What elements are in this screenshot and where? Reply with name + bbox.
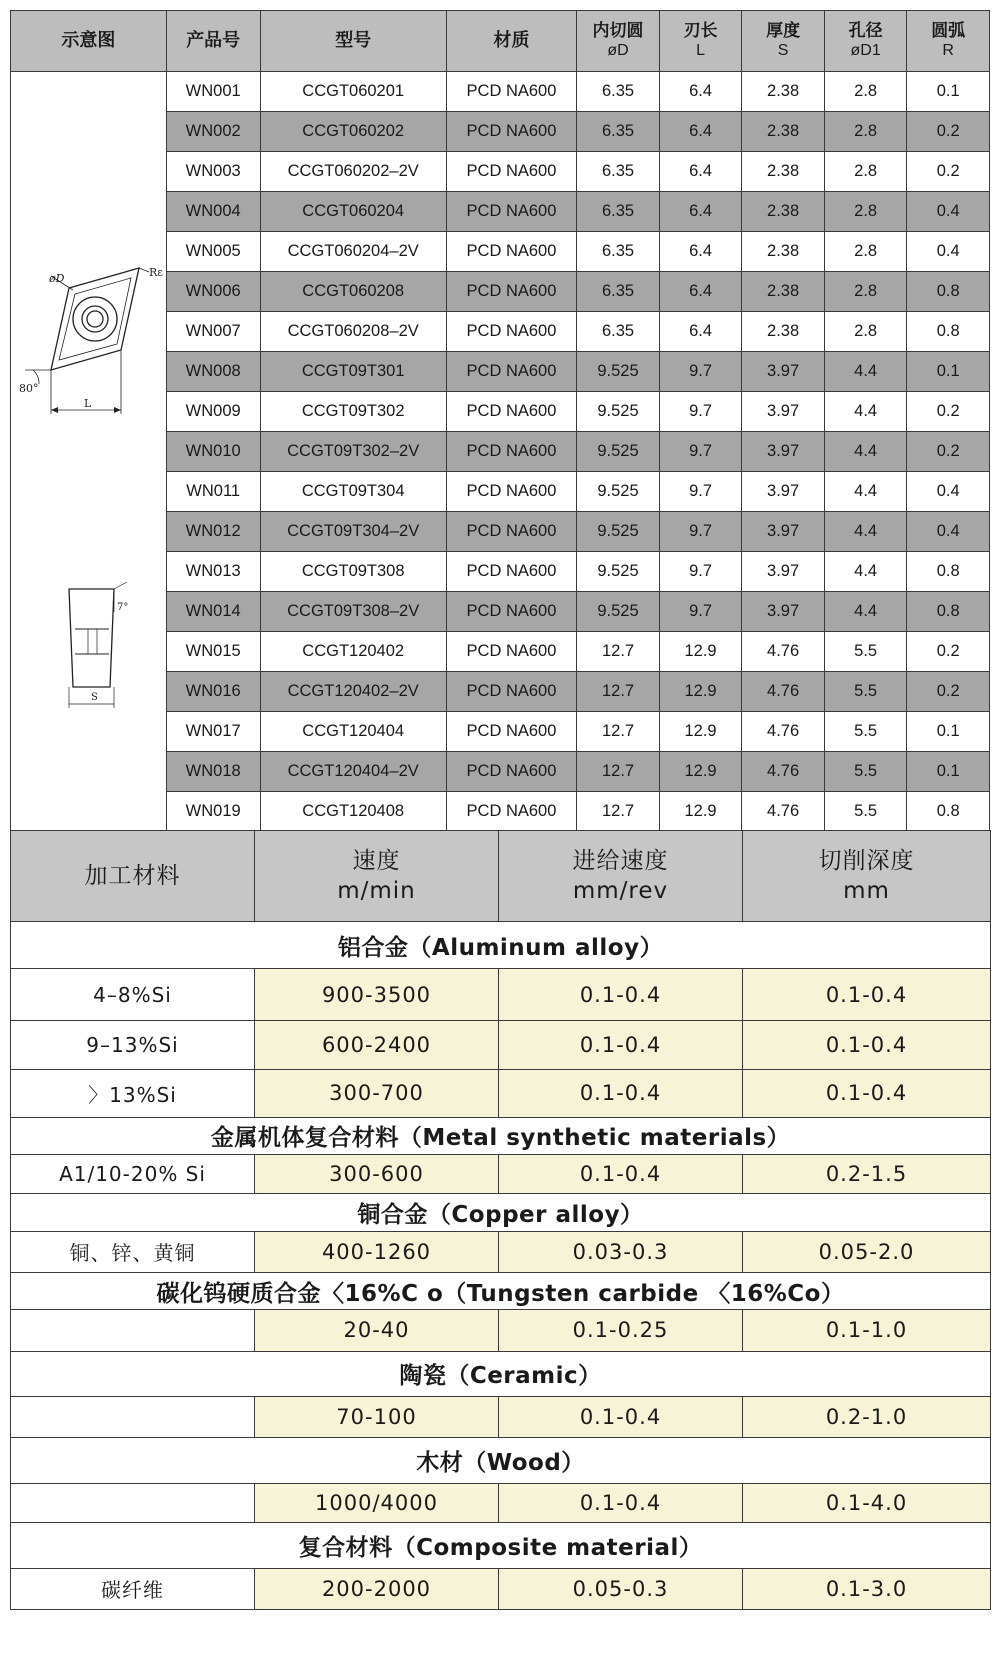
category-title: 木材（Wood） xyxy=(11,1438,991,1483)
feed-value: 0.03-0.3 xyxy=(499,1231,743,1272)
category-row xyxy=(11,1351,991,1396)
category-title: 金属机体复合材料（Metal synthetic materials） xyxy=(11,1117,991,1154)
cell-model: CCGT060204 xyxy=(260,192,446,232)
cell-model: CCGT09T301 xyxy=(260,352,446,392)
diagram-label-s: S xyxy=(91,692,98,703)
radius-leader xyxy=(139,268,149,272)
cell-hole-diameter: 2.8 xyxy=(824,192,907,232)
cell-inscribed-circle: 6.35 xyxy=(577,192,660,232)
feed-value: 0.1-0.4 xyxy=(499,1020,743,1069)
cell-hole-diameter: 2.8 xyxy=(824,112,907,152)
cell-radius: 0.1 xyxy=(907,752,990,792)
product-table xyxy=(10,10,990,832)
feed-value: 0.1-0.4 xyxy=(499,1154,743,1193)
header-model: 型号 xyxy=(260,11,446,72)
cell-model: CCGT09T308–2V xyxy=(260,592,446,632)
cell-thickness: 3.97 xyxy=(742,552,825,592)
header-speed xyxy=(255,831,499,922)
header-product-no: 产品号 xyxy=(166,11,260,72)
parameter-row xyxy=(11,1070,991,1117)
speed-value: 200-2000 xyxy=(255,1568,499,1609)
header-edge-length-label: 刃长 xyxy=(683,21,718,41)
cell-thickness: 3.97 xyxy=(742,352,825,392)
cell-edge-length: 12.9 xyxy=(659,792,742,832)
cell-model: CCGT120408 xyxy=(260,792,446,832)
depth-value: 0.1-1.0 xyxy=(743,1310,991,1351)
feed-value: 0.1-0.4 xyxy=(499,1397,743,1438)
cell-material: PCD NA600 xyxy=(446,72,577,112)
header-thickness-symbol: S xyxy=(777,42,789,59)
speed-value: 70-100 xyxy=(255,1397,499,1438)
insert-diagram xyxy=(11,72,163,812)
feed-value: 0.1-0.4 xyxy=(499,1070,743,1117)
insert-inner-outline xyxy=(59,278,131,360)
cell-radius: 0.1 xyxy=(907,72,990,112)
cell-product-no: WN012 xyxy=(166,512,260,552)
speed-value: 400-1260 xyxy=(255,1231,499,1272)
cell-hole-diameter: 2.8 xyxy=(824,312,907,352)
cell-model: CCGT060202 xyxy=(260,112,446,152)
cell-inscribed-circle: 6.35 xyxy=(577,232,660,272)
cell-edge-length: 6.4 xyxy=(659,272,742,312)
cell-radius: 0.2 xyxy=(907,672,990,712)
cell-material: PCD NA600 xyxy=(446,432,577,472)
cell-material: PCD NA600 xyxy=(446,712,577,752)
cell-radius: 0.8 xyxy=(907,792,990,832)
cell-inscribed-circle: 12.7 xyxy=(577,752,660,792)
category-title: 铜合金（Copper alloy） xyxy=(11,1194,991,1231)
speed-value: 300-700 xyxy=(255,1070,499,1117)
cell-hole-diameter: 5.5 xyxy=(824,632,907,672)
cell-material: PCD NA600 xyxy=(446,672,577,712)
cell-thickness: 2.38 xyxy=(742,152,825,192)
cell-inscribed-circle: 9.525 xyxy=(577,432,660,472)
cell-hole-diameter: 4.4 xyxy=(824,512,907,552)
depth-value: 0.1-0.4 xyxy=(743,1070,991,1117)
header-depth xyxy=(743,831,991,922)
cell-model: CCGT09T308 xyxy=(260,552,446,592)
header-thickness xyxy=(742,11,825,72)
cell-model: CCGT060204–2V xyxy=(260,232,446,272)
cell-edge-length: 12.9 xyxy=(659,752,742,792)
cell-thickness: 3.97 xyxy=(742,472,825,512)
cell-edge-length: 9.7 xyxy=(659,552,742,592)
product-table-header xyxy=(11,11,990,72)
cell-inscribed-circle: 9.525 xyxy=(577,552,660,592)
parameter-row xyxy=(11,1397,991,1438)
work-material xyxy=(11,1397,255,1438)
header-speed-label: 速度 xyxy=(352,848,401,874)
cell-thickness: 2.38 xyxy=(742,312,825,352)
cell-thickness: 2.38 xyxy=(742,272,825,312)
category-title: 陶瓷（Ceramic） xyxy=(11,1351,991,1396)
cell-material: PCD NA600 xyxy=(446,112,577,152)
cell-material: PCD NA600 xyxy=(446,352,577,392)
cell-radius: 0.8 xyxy=(907,312,990,352)
feed-value: 0.1-0.4 xyxy=(499,969,743,1020)
cell-thickness: 3.97 xyxy=(742,592,825,632)
speed-value: 20-40 xyxy=(255,1310,499,1351)
cutting-parameters-table xyxy=(10,830,991,1610)
cell-edge-length: 9.7 xyxy=(659,352,742,392)
cell-product-no: WN019 xyxy=(166,792,260,832)
cell-radius: 0.1 xyxy=(907,352,990,392)
cell-product-no: WN018 xyxy=(166,752,260,792)
insert-top-view xyxy=(11,72,163,432)
cell-edge-length: 6.4 xyxy=(659,152,742,192)
cell-hole-diameter: 5.5 xyxy=(824,752,907,792)
header-edge-length-symbol: L xyxy=(696,42,706,59)
cell-hole-diameter: 4.4 xyxy=(824,392,907,432)
cell-edge-length: 6.4 xyxy=(659,232,742,272)
diagram-label-clearance: 7° xyxy=(117,602,129,613)
category-row xyxy=(11,922,991,969)
cell-radius: 0.4 xyxy=(907,472,990,512)
cell-edge-length: 9.7 xyxy=(659,432,742,472)
cell-product-no: WN007 xyxy=(166,312,260,352)
cell-thickness: 4.76 xyxy=(742,792,825,832)
category-row xyxy=(11,1272,991,1309)
depth-value: 0.1-4.0 xyxy=(743,1483,991,1522)
cell-inscribed-circle: 12.7 xyxy=(577,632,660,672)
work-material xyxy=(11,1310,255,1351)
header-hole-diameter-label: 孔径 xyxy=(848,21,883,41)
cell-product-no: WN005 xyxy=(166,232,260,272)
cell-thickness: 3.97 xyxy=(742,392,825,432)
cell-product-no: WN014 xyxy=(166,592,260,632)
cell-model: CCGT09T302–2V xyxy=(260,432,446,472)
category-row xyxy=(11,1438,991,1483)
speed-value: 300-600 xyxy=(255,1154,499,1193)
cell-material: PCD NA600 xyxy=(446,552,577,592)
cell-thickness: 4.76 xyxy=(742,712,825,752)
cell-product-no: WN010 xyxy=(166,432,260,472)
cell-edge-length: 12.9 xyxy=(659,632,742,672)
header-feed-label: 进给速度 xyxy=(572,848,669,874)
work-material xyxy=(11,1483,255,1522)
work-material: A1/10-20% Si xyxy=(11,1154,255,1193)
cell-inscribed-circle: 9.525 xyxy=(577,392,660,432)
cell-inscribed-circle: 6.35 xyxy=(577,272,660,312)
cell-edge-length: 9.7 xyxy=(659,512,742,552)
cell-inscribed-circle: 6.35 xyxy=(577,152,660,192)
depth-value: 0.1-3.0 xyxy=(743,1568,991,1609)
cell-inscribed-circle: 12.7 xyxy=(577,672,660,712)
depth-value: 0.1-0.4 xyxy=(743,1020,991,1069)
cell-model: CCGT120402 xyxy=(260,632,446,672)
feed-value: 0.1-0.25 xyxy=(499,1310,743,1351)
clearance-leader xyxy=(114,582,127,589)
cell-model: CCGT120404 xyxy=(260,712,446,752)
insert-hole-core xyxy=(87,311,103,327)
depth-value: 0.1-0.4 xyxy=(743,969,991,1020)
cell-radius: 0.2 xyxy=(907,392,990,432)
work-material: 〉13%Si xyxy=(11,1070,255,1117)
cell-hole-diameter: 5.5 xyxy=(824,792,907,832)
header-hole-diameter-symbol: øD1 xyxy=(850,42,881,59)
cell-material: PCD NA600 xyxy=(446,272,577,312)
work-material: 4–8%Si xyxy=(11,969,255,1020)
cell-hole-diameter: 4.4 xyxy=(824,552,907,592)
cell-material: PCD NA600 xyxy=(446,592,577,632)
cell-material: PCD NA600 xyxy=(446,512,577,552)
product-table-body xyxy=(11,72,990,832)
cell-model: CCGT09T304–2V xyxy=(260,512,446,552)
cell-edge-length: 9.7 xyxy=(659,592,742,632)
work-material: 铜、锌、黄铜 xyxy=(11,1231,255,1272)
category-title: 碳化钨硬质合金〈16%C o（Tungsten carbide 〈16%Co） xyxy=(11,1272,991,1309)
insert-hole-outer xyxy=(73,297,117,341)
parameters-body xyxy=(11,922,991,1610)
cell-model: CCGT060201 xyxy=(260,72,446,112)
cell-product-no: WN003 xyxy=(166,152,260,192)
cell-inscribed-circle: 9.525 xyxy=(577,512,660,552)
cell-product-no: WN011 xyxy=(166,472,260,512)
cell-inscribed-circle: 9.525 xyxy=(577,352,660,392)
cell-radius: 0.2 xyxy=(907,112,990,152)
header-inscribed-circle xyxy=(577,11,660,72)
parameter-row xyxy=(11,1483,991,1522)
header-speed-unit: m/min xyxy=(337,878,416,904)
cell-radius: 0.8 xyxy=(907,592,990,632)
header-feed-unit: mm/rev xyxy=(572,878,669,904)
diagram-label-r: Rε xyxy=(149,266,163,279)
cell-model: CCGT060202–2V xyxy=(260,152,446,192)
cell-radius: 0.2 xyxy=(907,152,990,192)
cell-thickness: 4.76 xyxy=(742,632,825,672)
cell-edge-length: 12.9 xyxy=(659,672,742,712)
cell-product-no: WN009 xyxy=(166,392,260,432)
header-radius-label: 圆弧 xyxy=(931,21,966,41)
cell-inscribed-circle: 9.525 xyxy=(577,472,660,512)
cell-inscribed-circle: 9.525 xyxy=(577,592,660,632)
cell-thickness: 3.97 xyxy=(742,432,825,472)
cell-radius: 0.4 xyxy=(907,512,990,552)
cell-radius: 0.4 xyxy=(907,192,990,232)
parameter-row xyxy=(11,1310,991,1351)
category-title: 铝合金（Aluminum alloy） xyxy=(11,922,991,969)
cell-model: CCGT120404–2V xyxy=(260,752,446,792)
cell-material: PCD NA600 xyxy=(446,392,577,432)
parameter-row xyxy=(11,1154,991,1193)
cell-radius: 0.2 xyxy=(907,432,990,472)
cell-inscribed-circle: 6.35 xyxy=(577,112,660,152)
product-row xyxy=(11,72,990,112)
cell-product-no: WN013 xyxy=(166,552,260,592)
cell-material: PCD NA600 xyxy=(446,752,577,792)
header-depth-label: 切削深度 xyxy=(818,848,915,874)
cell-radius: 0.8 xyxy=(907,552,990,592)
cell-inscribed-circle: 12.7 xyxy=(577,792,660,832)
header-work-material: 加工材料 xyxy=(11,831,255,922)
cell-hole-diameter: 4.4 xyxy=(824,352,907,392)
cell-material: PCD NA600 xyxy=(446,792,577,832)
cell-material: PCD NA600 xyxy=(446,632,577,672)
speed-value: 1000/4000 xyxy=(255,1483,499,1522)
cell-hole-diameter: 4.4 xyxy=(824,592,907,632)
depth-value: 0.2-1.0 xyxy=(743,1397,991,1438)
cell-product-no: WN002 xyxy=(166,112,260,152)
cell-thickness: 2.38 xyxy=(742,72,825,112)
category-row xyxy=(11,1194,991,1231)
cell-thickness: 2.38 xyxy=(742,232,825,272)
insert-hole-inner xyxy=(82,306,108,332)
cell-radius: 0.2 xyxy=(907,632,990,672)
side-outline xyxy=(69,589,114,687)
diagram-label-d: øD xyxy=(49,272,65,285)
cell-product-no: WN001 xyxy=(166,72,260,112)
cell-edge-length: 9.7 xyxy=(659,392,742,432)
cell-thickness: 2.38 xyxy=(742,112,825,152)
cell-hole-diameter: 4.4 xyxy=(824,432,907,472)
cell-thickness: 4.76 xyxy=(742,672,825,712)
cell-hole-diameter: 2.8 xyxy=(824,232,907,272)
cell-radius: 0.1 xyxy=(907,712,990,752)
header-radius-symbol: R xyxy=(942,42,954,59)
diagram-label-angle: 80° xyxy=(19,382,39,395)
cell-edge-length: 6.4 xyxy=(659,192,742,232)
parameter-row xyxy=(11,1020,991,1069)
feed-value: 0.05-0.3 xyxy=(499,1568,743,1609)
cell-model: CCGT120402–2V xyxy=(260,672,446,712)
cell-model: CCGT09T304 xyxy=(260,472,446,512)
cell-product-no: WN008 xyxy=(166,352,260,392)
cell-material: PCD NA600 xyxy=(446,152,577,192)
depth-value: 0.2-1.5 xyxy=(743,1154,991,1193)
cell-hole-diameter: 5.5 xyxy=(824,672,907,712)
feed-value: 0.1-0.4 xyxy=(499,1483,743,1522)
cell-hole-diameter: 2.8 xyxy=(824,272,907,312)
speed-value: 600-2400 xyxy=(255,1020,499,1069)
parameter-row xyxy=(11,1231,991,1272)
cell-thickness: 4.76 xyxy=(742,752,825,792)
cell-thickness: 2.38 xyxy=(742,192,825,232)
category-row xyxy=(11,1523,991,1568)
cell-hole-diameter: 2.8 xyxy=(824,152,907,192)
header-feed xyxy=(499,831,743,922)
parameter-row xyxy=(11,969,991,1020)
parameter-row xyxy=(11,1568,991,1609)
cell-edge-length: 6.4 xyxy=(659,312,742,352)
diagram-cell xyxy=(11,72,167,832)
cell-edge-length: 6.4 xyxy=(659,112,742,152)
work-material: 碳纤维 xyxy=(11,1568,255,1609)
cell-edge-length: 9.7 xyxy=(659,472,742,512)
cell-edge-length: 12.9 xyxy=(659,712,742,752)
diagram-label-l: L xyxy=(84,397,92,410)
speed-value: 900-3500 xyxy=(255,969,499,1020)
header-inscribed-circle-label: 内切圆 xyxy=(592,21,644,41)
category-title: 复合材料（Composite material） xyxy=(11,1523,991,1568)
cell-product-no: WN015 xyxy=(166,632,260,672)
cell-inscribed-circle: 6.35 xyxy=(577,72,660,112)
cell-hole-diameter: 2.8 xyxy=(824,72,907,112)
header-hole-diameter xyxy=(824,11,907,72)
cell-product-no: WN016 xyxy=(166,672,260,712)
header-material: 材质 xyxy=(446,11,577,72)
cell-product-no: WN017 xyxy=(166,712,260,752)
cell-material: PCD NA600 xyxy=(446,192,577,232)
insert-side-view xyxy=(11,512,160,703)
cell-hole-diameter: 4.4 xyxy=(824,472,907,512)
cell-hole-diameter: 5.5 xyxy=(824,712,907,752)
cell-inscribed-circle: 12.7 xyxy=(577,712,660,752)
cell-radius: 0.4 xyxy=(907,232,990,272)
header-edge-length xyxy=(659,11,742,72)
cell-model: CCGT060208 xyxy=(260,272,446,312)
cell-material: PCD NA600 xyxy=(446,312,577,352)
header-inscribed-circle-symbol: øD xyxy=(607,42,629,59)
category-row xyxy=(11,1117,991,1154)
work-material: 9–13%Si xyxy=(11,1020,255,1069)
header-depth-unit: mm xyxy=(843,878,890,904)
depth-value: 0.05-2.0 xyxy=(743,1231,991,1272)
parameters-header xyxy=(11,831,991,922)
cell-model: CCGT060208–2V xyxy=(260,312,446,352)
header-radius xyxy=(907,11,990,72)
header-diagram: 示意图 xyxy=(11,11,167,72)
cell-material: PCD NA600 xyxy=(446,232,577,272)
cell-model: CCGT09T302 xyxy=(260,392,446,432)
header-thickness-label: 厚度 xyxy=(766,21,801,41)
cell-product-no: WN004 xyxy=(166,192,260,232)
cell-material: PCD NA600 xyxy=(446,472,577,512)
cell-edge-length: 6.4 xyxy=(659,72,742,112)
cell-radius: 0.8 xyxy=(907,272,990,312)
cell-product-no: WN006 xyxy=(166,272,260,312)
cell-thickness: 3.97 xyxy=(742,512,825,552)
cell-inscribed-circle: 6.35 xyxy=(577,312,660,352)
